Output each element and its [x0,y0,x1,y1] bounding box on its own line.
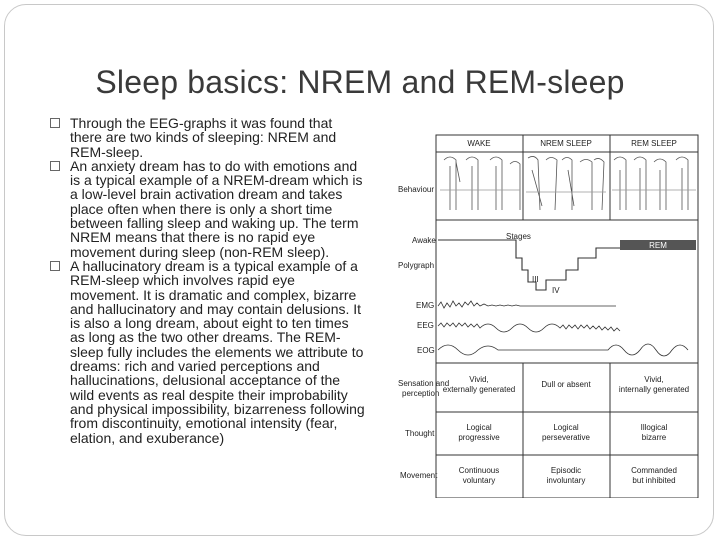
row-label-eeg: EEG [417,321,434,330]
cell-sensation-wake: Vivid, [469,375,489,384]
bullet-box-icon [50,261,60,271]
cell-movement-rem: Commanded [631,466,677,475]
cell-sensation-nrem: Dull or absent [541,380,591,389]
cell-movement-wake: voluntary [462,476,496,485]
row-label-perception: perception [402,389,440,398]
row-label-behaviour: Behaviour [398,185,435,194]
bullet-item [50,259,366,445]
cell-sensation-rem: internally generated [618,385,690,394]
eog-trace [438,344,688,356]
cell-thought-wake: progressive [458,433,500,442]
bullet-text: Through the EEG-graphs it was found that there are two kinds of sleeping: NREM and REM-sleep. [70,115,337,160]
bullet-text: A hallucinatory dream is a typical example of a REM-sleep which involves rapid eye movement. It is dramatic and complex, bizarre and hallucinatory and may contain delusions. It is also a long dream, about eight to ten times as long as the two other dreams. The REM-sleep fully includes the elements we attribute to dreams: rich and varied perceptions and hallucinations, delusional acceptance of the wild events as real despite their improbability and physical impossibility, bizarreness following from discontinuity, emotional intensity (fear, elation, and exuberance) [70,257,365,446]
row-label-sensation: Sensation and [398,379,450,388]
row-label-thought: Thought [405,429,435,438]
bullet-list [50,116,366,445]
behaviour-figures-illustration [440,156,696,210]
stage-iv-label: IV [552,286,560,295]
row-label-eog: EOG [417,346,435,355]
column-header-wake: WAKE [467,139,491,148]
stage-iii-label: III [532,275,539,284]
cell-movement-rem: but inhibited [632,476,676,485]
stages-label: Stages [506,232,531,241]
row-label-movement: Movement [400,471,438,480]
sleep-states-diagram [396,130,702,498]
cell-movement-nrem: involuntary [546,476,586,485]
cell-sensation-rem: Vivid, [644,375,664,384]
rem-bar-label: REM [649,241,667,250]
slide-title: Sleep basics: NREM and REM-sleep [95,64,625,100]
cell-thought-nrem: Logical [553,423,579,432]
cell-thought-rem: Illogical [640,423,668,432]
table-frame [436,135,698,498]
cell-thought-nrem: perseverative [541,433,591,442]
bullet-item [50,159,366,259]
column-header-nrem: NREM SLEEP [540,139,592,148]
eeg-trace [438,323,620,332]
bullet-item [50,116,366,159]
bullet-box-icon [50,161,60,171]
sleep-states-figure [396,130,702,498]
bullet-box-icon [50,118,60,128]
row-label-emg: EMG [416,301,435,310]
row-label-polygraph: Polygraph [398,261,435,270]
cell-sensation-wake: externally generated [442,385,516,394]
column-header-rem: REM SLEEP [631,139,677,148]
row-label-awake: Awake [412,236,436,245]
cell-thought-wake: Logical [466,423,492,432]
cell-movement-nrem: Episodic [550,466,582,475]
bullet-text: An anxiety dream has to do with emotions and is a typical example of a NREM-dream which is a low-level brain activation dream and takes place often when there is only a short time between falling sleep and waking up. The term NREM means that there is no rapid eye movement during sleep (non-REM sleep). [70,157,363,260]
cell-movement-wake: Continuous [458,466,500,475]
cell-thought-rem: bizarre [641,433,667,442]
emg-trace [438,301,616,308]
